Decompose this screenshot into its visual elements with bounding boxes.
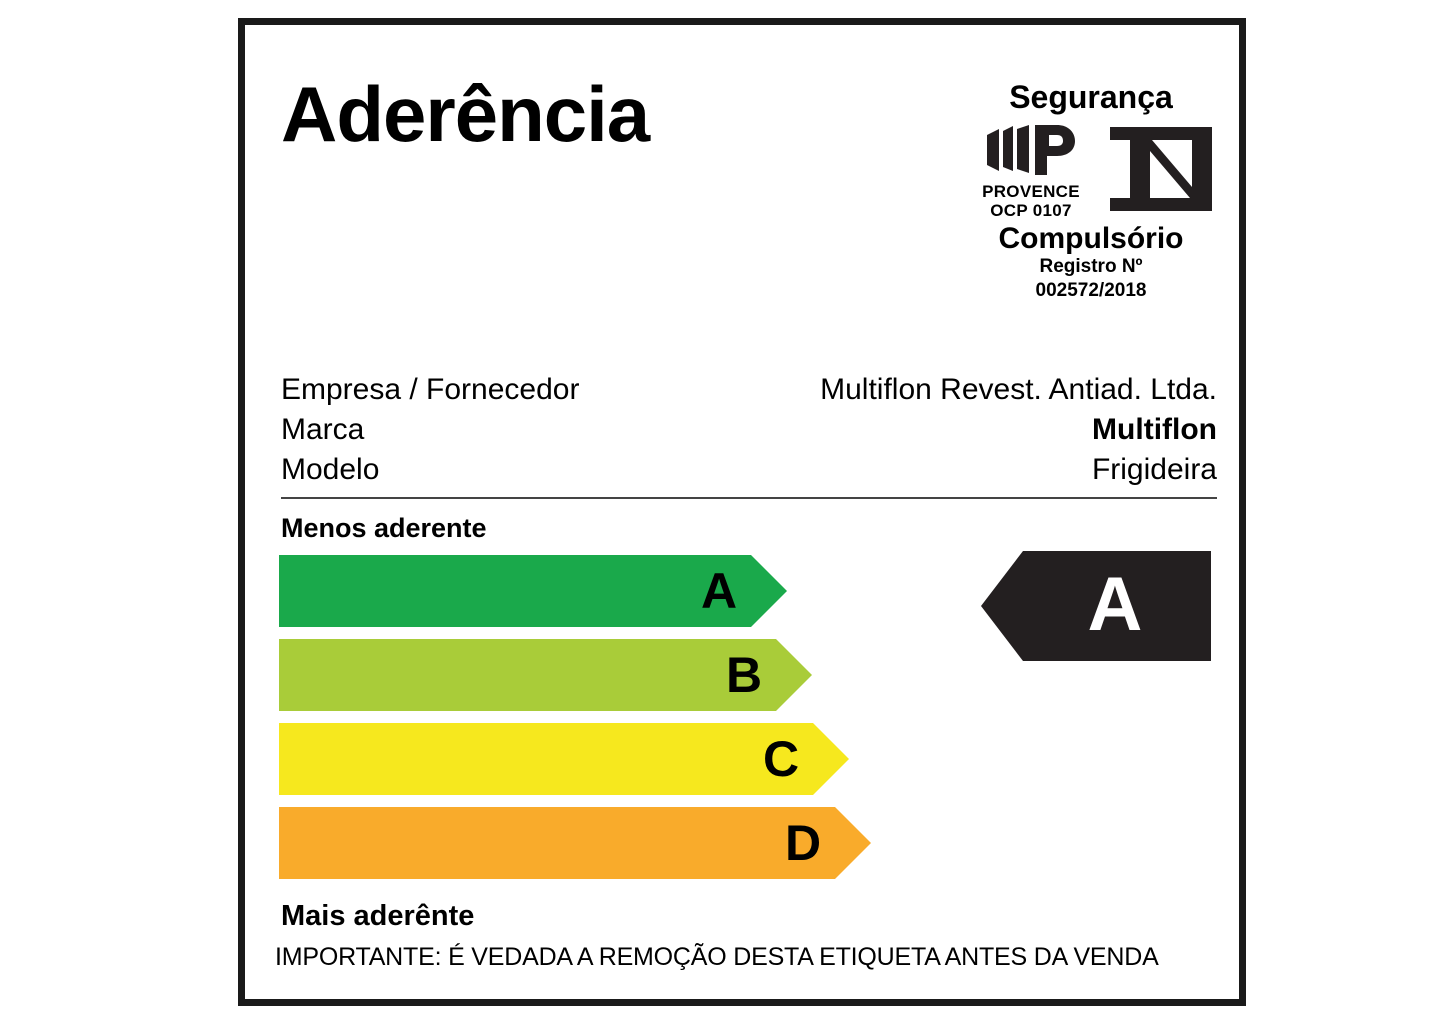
rating-bar-d-letter: D	[785, 815, 822, 871]
info-row-brand	[281, 410, 1217, 450]
page-title: Aderência	[281, 70, 650, 158]
rating-scale-bars	[279, 555, 839, 891]
rating-bar-row-c	[279, 723, 839, 795]
info-row-model	[281, 450, 1217, 490]
info-label-brand: Marca	[281, 412, 365, 446]
product-info	[281, 370, 1217, 490]
info-value-brand: Multiflon	[1092, 412, 1217, 446]
compulsory-label: Compulsório	[998, 221, 1184, 255]
footer-note: IMPORTANTE: É VEDADA A REMOÇÃO DESTA ETIQUETA ANTES DA VENDA	[275, 943, 1159, 971]
inmetro-mark-icon	[1108, 125, 1214, 218]
scale-top-label: Menos aderente	[281, 513, 487, 543]
ocp-mark	[969, 123, 1094, 221]
safety-certification-block	[961, 81, 1221, 302]
result-badge	[981, 547, 1211, 665]
certification-marks-row	[961, 123, 1221, 221]
ocp-code: OCP 0107	[990, 201, 1072, 221]
energy-label-card	[238, 18, 1246, 1006]
rating-bar-d-body	[279, 807, 763, 879]
info-row-supplier	[281, 370, 1217, 410]
info-value-model: Frigideira	[1091, 452, 1217, 486]
section-divider	[281, 497, 1217, 499]
provence-logo-icon	[969, 123, 1094, 182]
rating-bar-c-body	[279, 723, 741, 795]
info-label-supplier: Empresa / Fornecedor	[281, 373, 580, 406]
rating-bar-row-b	[279, 639, 839, 711]
info-value-supplier: Multiflon Revest. Antiad. Ltda.	[820, 373, 1217, 406]
registro-label: Registro Nº	[1039, 256, 1143, 278]
ocp-name: PROVENCE	[982, 181, 1080, 201]
rating-bar-row-d	[279, 807, 839, 879]
rating-bar-c-letter: C	[763, 731, 800, 787]
rating-bar-row-a	[279, 555, 839, 627]
rating-bar-b-body	[279, 639, 704, 711]
scale-bottom-label: Mais aderênte	[281, 900, 475, 932]
rating-bar-a-letter: A	[701, 563, 738, 619]
rating-bar-b-letter: B	[726, 647, 763, 703]
safety-heading: Segurança	[1009, 79, 1173, 115]
registro-number: 002572/2018	[1035, 280, 1147, 302]
rating-bar-a-body	[279, 555, 679, 627]
info-label-model: Modelo	[281, 452, 380, 486]
result-badge-letter: A	[1087, 562, 1143, 647]
